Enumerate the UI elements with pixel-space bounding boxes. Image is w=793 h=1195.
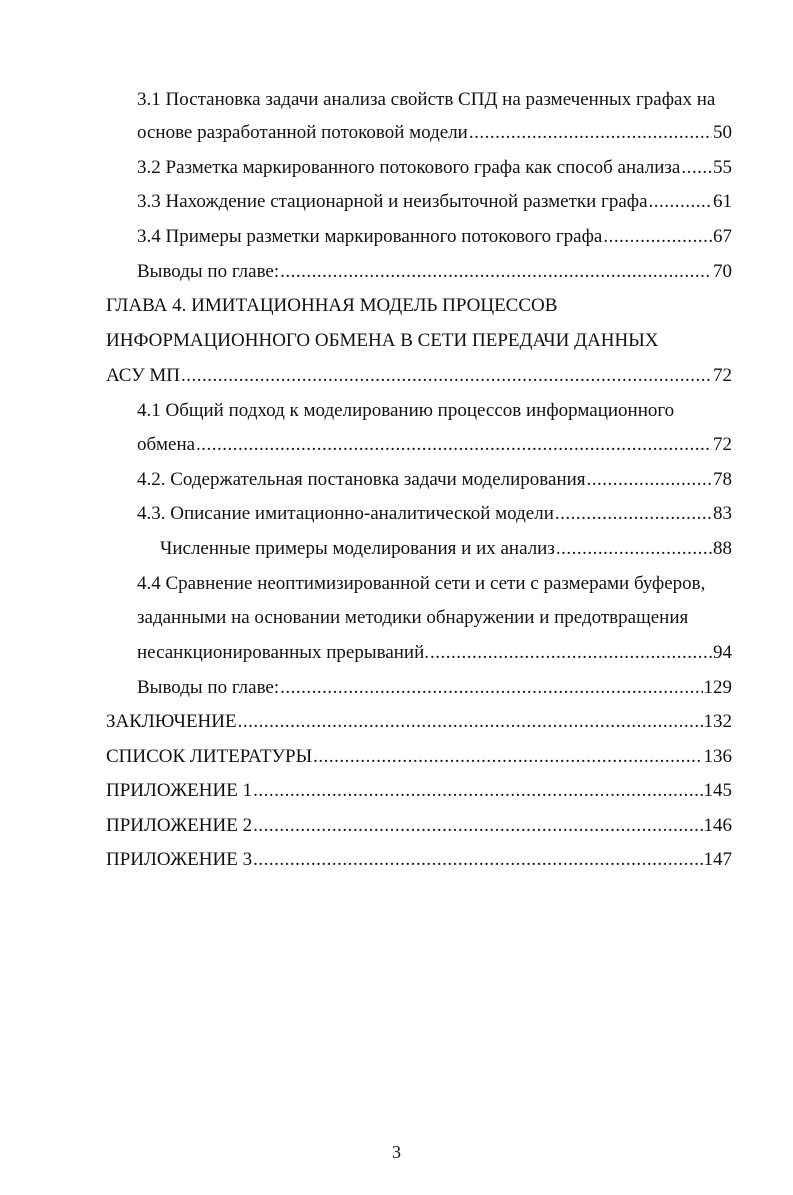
dot-leader [196,433,712,457]
toc-entry-title: СПИСОК ЛИТЕРАТУРЫ [106,746,313,767]
toc-page-number: 55 [713,157,732,178]
toc-entry-ch4[interactable] [106,364,732,388]
toc-entry-references[interactable] [106,745,732,769]
toc-page-number: 50 [713,122,732,143]
toc-entry-ch3-conclusions[interactable] [137,260,732,284]
toc-page-number: 94 [713,642,732,663]
toc-entry-appendix-1[interactable] [106,779,732,803]
dot-leader [253,814,702,838]
dot-leader [280,260,712,284]
toc-entry-title: Выводы по главе: [137,261,280,282]
toc-ch4-line3: АСУ МП [106,365,181,386]
toc-entry-appendix-2[interactable] [106,814,732,838]
toc-ch4-line1: ГЛАВА 4. ИМИТАЦИОННАЯ МОДЕЛЬ ПРОЦЕССОВ [106,295,558,316]
toc-entry-title: ПРИЛОЖЕНИЕ 3 [106,849,253,870]
dot-leader [681,156,712,180]
dot-leader [555,502,712,526]
dot-leader [280,676,702,700]
toc-page-number: 61 [713,191,732,212]
toc-entry-3-4[interactable] [137,225,732,249]
toc-page-number: 72 [713,365,732,386]
toc-3-1-line1: 3.1 Постановка задачи анализа свойств СПД на размеченных графах на [137,89,716,110]
toc-page-number: 72 [713,434,732,455]
toc-entry-4-1[interactable] [137,433,732,457]
dot-leader [313,745,702,769]
toc-entry-ch4-conclusions[interactable] [137,676,732,700]
toc-entry-conclusion[interactable] [106,710,732,734]
page-number: 3 [392,1142,401,1162]
dot-leader [587,468,712,492]
toc-page-number: 88 [713,538,732,559]
toc-entry-title: Численные примеры моделирования и их анализ [160,538,555,559]
toc-page-number: 136 [703,746,732,767]
dot-leader [253,848,702,872]
toc-page-number: 67 [713,226,732,247]
toc-entry-title: Выводы по главе: [137,677,280,698]
toc-entry-title: 3.4 Примеры разметки маркированного потокового графа [137,226,603,247]
dot-leader [603,225,712,249]
toc-entry-4-3-examples[interactable] [160,537,732,561]
toc-entry-title: 4.2. Содержательная постановка задачи моделирования [137,469,586,490]
toc-4-4-line2: заданными на основании методики обнаружении и предотвращения [137,607,689,628]
toc-page-number: 147 [703,849,732,870]
toc-entry-title: 4.3. Описание имитационно-аналитической модели [137,503,554,524]
toc-page-number: 83 [713,503,732,524]
toc-3-1-line2: основе разработанной потоковой модели [137,122,468,143]
dot-leader [649,190,712,214]
toc-page-number: 70 [713,261,732,282]
toc-ch4-line2: ИНФОРМАЦИОННОГО ОБМЕНА В СЕТИ ПЕРЕДАЧИ ДАННЫХ [106,330,659,351]
dot-leader [253,779,702,803]
toc-entry-title: ЗАКЛЮЧЕНИЕ [106,711,237,732]
toc-entry-4-2[interactable] [137,468,732,492]
toc-entry-4-3[interactable] [137,502,732,526]
toc-entry-title: 3.3 Нахождение стационарной и неизбыточной разметки графа [137,191,648,212]
toc-entry-3-2[interactable] [137,156,732,180]
toc-entry-title: 3.2 Разметка маркированного потокового графа как способ анализа [137,157,681,178]
toc-4-1-line2: обмена [137,434,196,455]
dot-leader [238,710,703,734]
toc-entry-4-4[interactable] [137,641,732,665]
toc-entry-title: ПРИЛОЖЕНИЕ 2 [106,815,253,836]
toc-entry-appendix-3[interactable] [106,848,732,872]
toc-page-number: 145 [703,780,732,801]
toc-4-4-line1: 4.4 Сравнение неоптимизированной сети и сети с размерами буферов, [137,573,706,594]
dot-leader [181,364,712,388]
dot-leader [469,121,712,145]
toc-4-1-line1: 4.1 Общий подход к моделированию процессов информационного [137,400,675,421]
toc-entry-title: ПРИЛОЖЕНИЕ 1 [106,780,253,801]
toc-page-number: 129 [703,677,732,698]
toc-entry-3-1[interactable] [137,121,732,145]
toc-4-4-line3: несанкционированных прерываний. [137,642,430,663]
toc-page-number: 146 [703,815,732,836]
toc-page-number: 78 [713,469,732,490]
dot-leader [430,641,712,665]
toc-entry-3-3[interactable] [137,190,732,214]
dot-leader [556,537,712,561]
toc-page-number: 132 [703,711,732,732]
